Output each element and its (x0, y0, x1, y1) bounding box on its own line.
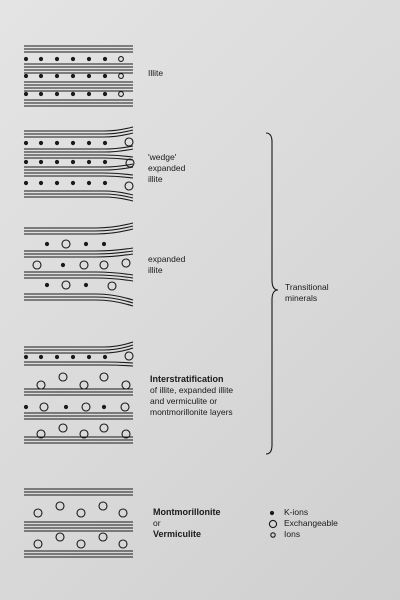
k-ion-dot (84, 242, 88, 246)
label-wedge-line3: illite (148, 174, 163, 184)
k-ion-dot (87, 92, 91, 96)
k-ion-dot (103, 92, 107, 96)
exchangeable-ion-circle (80, 261, 88, 269)
label-interstrat-title: Interstratification (150, 374, 224, 384)
label-interstrat-line2: and vermiculite or (150, 396, 218, 406)
exchangeable-ion-circle (59, 424, 67, 432)
k-ion-dot (39, 160, 43, 164)
silicate-layer-line (24, 278, 133, 281)
label-montmorillonite: Montmorillonite (153, 507, 221, 517)
exchangeable-ion-circle (80, 381, 88, 389)
k-ion-dot (71, 57, 75, 61)
k-ion-dot (103, 141, 107, 145)
k-ion-dot (55, 74, 59, 78)
k-ion-dot (64, 405, 68, 409)
exchangeable-ion-circle (34, 509, 42, 517)
silicate-layer-line (24, 176, 133, 178)
k-ion-dot (71, 181, 75, 185)
k-ion-dot (87, 181, 91, 185)
k-ion-dot (39, 181, 43, 185)
k-ion-dot (102, 242, 106, 246)
exchangeable-ion-circle (37, 381, 45, 389)
small-ion-circle (119, 57, 124, 62)
label-vermiculite: Vermiculite (153, 529, 202, 539)
k-ion-dot (71, 92, 75, 96)
exchangeable-ion-circle (62, 240, 70, 248)
silicate-layer-line (24, 173, 133, 175)
small-ion-circle (119, 92, 124, 97)
label-illite-text: Illite (148, 68, 164, 78)
label-transitional-minerals (285, 282, 329, 304)
exchangeable-ion-circle (125, 352, 133, 360)
exchangeable-ion-circle (99, 502, 107, 510)
k-ion-dot (84, 283, 88, 287)
silicate-layer-line (24, 223, 133, 228)
k-ion-dot (55, 181, 59, 185)
k-ion-dot (71, 160, 75, 164)
exchangeable-ion-circle (56, 502, 64, 510)
label-expanded-line1: expanded (148, 254, 186, 264)
silicate-layer-line (24, 365, 133, 366)
silicate-layer-line (24, 362, 133, 363)
label-wedge-expanded-illite (148, 152, 185, 185)
silicate-layer-line (24, 342, 133, 347)
exchangeable-ion-circle (119, 540, 127, 548)
k-ion-dot (102, 405, 106, 409)
silicate-layer-line (24, 127, 133, 131)
exchangeable-ion-circle (100, 261, 108, 269)
k-ion-dot (55, 57, 59, 61)
silicate-layer-line (24, 197, 133, 201)
k-ion-dot (39, 141, 43, 145)
label-expanded-line2: illite (148, 265, 163, 275)
k-ion-dot (39, 57, 43, 61)
exchangeable-ion-circle (125, 138, 133, 146)
k-ion-dot (103, 181, 107, 185)
k-ion-dot (55, 141, 59, 145)
legend (284, 507, 338, 540)
label-transitional-line2: minerals (285, 293, 318, 303)
silicate-layer-line (24, 146, 133, 149)
k-ion-dot (87, 141, 91, 145)
legend-exchangeable: Exchangeable (284, 518, 338, 528)
legend-k-ions: K-ions (284, 507, 309, 517)
legend-exchangeable-ion-symbol (269, 520, 276, 527)
k-ion-dot (45, 242, 49, 246)
label-wedge-line1: 'wedge' (148, 152, 177, 162)
silicate-layer-line (24, 158, 133, 160)
silicate-layer-line (24, 300, 133, 306)
k-ion-dot (103, 57, 107, 61)
legend-k-ion-symbol (270, 511, 274, 515)
k-ion-dot (71, 355, 75, 359)
label-expanded-illite (148, 254, 185, 276)
label-interstratification (150, 374, 233, 418)
legend-small-ion-symbol (271, 533, 275, 537)
k-ion-dot (61, 263, 65, 267)
exchangeable-ion-circle (56, 533, 64, 541)
k-ion-dot (24, 160, 28, 164)
exchangeable-ion-circle (99, 533, 107, 541)
k-ion-dot (24, 57, 28, 61)
k-ion-dot (87, 160, 91, 164)
k-ion-dot (55, 92, 59, 96)
silicate-layer-line (24, 248, 133, 251)
exchangeable-ion-circle (108, 282, 116, 290)
k-ion-dot (24, 92, 28, 96)
k-ion-dot (39, 92, 43, 96)
legend-ions: Ions (284, 529, 301, 539)
k-ion-dot (103, 74, 107, 78)
label-illite (148, 68, 163, 79)
exchangeable-ion-circle (62, 281, 70, 289)
k-ion-dot (87, 74, 91, 78)
k-ion-dot (71, 141, 75, 145)
k-ion-dot (55, 355, 59, 359)
exchangeable-ion-circle (119, 509, 127, 517)
k-ion-dot (103, 355, 107, 359)
exchangeable-ion-circle (125, 182, 133, 190)
exchangeable-ion-circle (100, 424, 108, 432)
exchangeable-ion-circle (77, 509, 85, 517)
label-or: or (153, 518, 161, 528)
small-ion-circle (119, 74, 124, 79)
exchangeable-ion-circle (121, 403, 129, 411)
exchangeable-ion-circle (33, 261, 41, 269)
k-ion-dot (24, 355, 28, 359)
label-montmorillonite-vermiculite (153, 507, 221, 540)
k-ion-dot (71, 74, 75, 78)
exchangeable-ion-circle (59, 373, 67, 381)
label-interstrat-line3: montmorillonite layers (150, 407, 233, 417)
exchangeable-ion-circle (77, 540, 85, 548)
k-ion-dot (39, 355, 43, 359)
k-ion-dot (24, 74, 28, 78)
exchangeable-ion-circle (34, 540, 42, 548)
transitional-brace (266, 133, 278, 454)
exchangeable-ion-circle (82, 403, 90, 411)
k-ion-dot (24, 405, 28, 409)
label-interstrat-line1: of illite, expanded illite (150, 385, 234, 395)
k-ion-dot (103, 160, 107, 164)
exchangeable-ion-circle (100, 373, 108, 381)
silicate-layer-line (24, 164, 133, 167)
exchangeable-ion-circle (122, 259, 130, 267)
k-ion-dot (87, 57, 91, 61)
k-ion-dot (87, 355, 91, 359)
k-ion-dot (55, 160, 59, 164)
label-transitional-line1: Transitional (285, 282, 329, 292)
label-wedge-line2: expanded (148, 163, 186, 173)
exchangeable-ion-circle (122, 381, 130, 389)
k-ion-dot (45, 283, 49, 287)
exchangeable-ion-circle (40, 403, 48, 411)
k-ion-dot (39, 74, 43, 78)
k-ion-dot (24, 141, 28, 145)
exchangeable-ion-circle (126, 159, 134, 167)
silicate-layer-line (24, 155, 133, 157)
k-ion-dot (24, 181, 28, 185)
